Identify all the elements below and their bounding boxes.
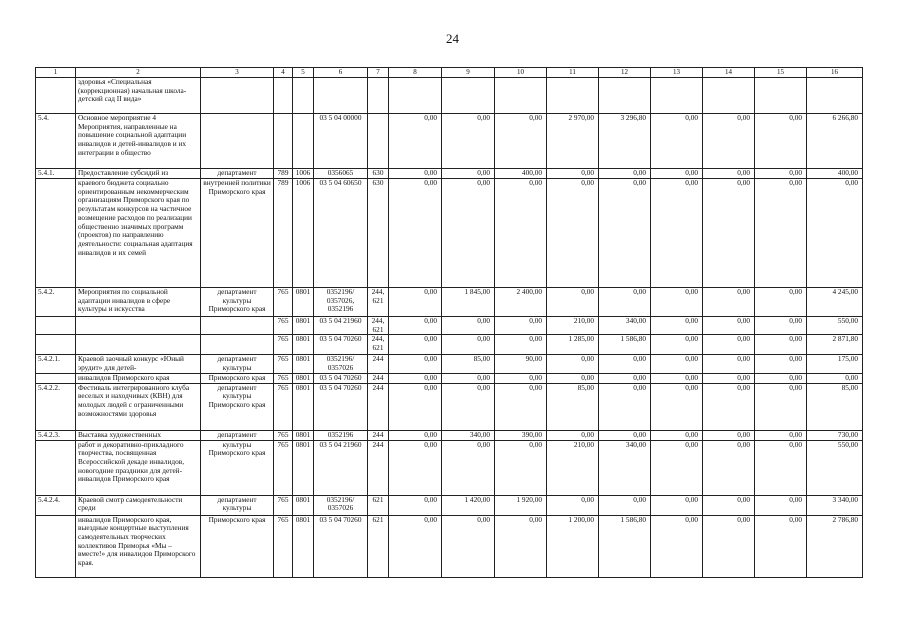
table-cell: 0,00 — [651, 317, 703, 335]
header-row — [36, 68, 863, 78]
table-cell: 0,00 — [703, 288, 755, 317]
table-cell — [547, 78, 599, 114]
table-cell: инвалидов Приморского края — [76, 373, 201, 383]
table-cell: 0,00 — [651, 383, 703, 430]
table-cell: 0,00 — [599, 373, 651, 383]
table-cell — [274, 114, 293, 169]
table-cell: Мероприятия по социальной адаптации инвалидов в сфере культуры и искусства — [76, 288, 201, 317]
table-cell — [36, 440, 76, 495]
table-cell: 03 5 04 70260 — [314, 383, 368, 430]
table-cell: 0,00 — [389, 288, 442, 317]
table-cell: 6 266,80 — [807, 114, 863, 169]
table-cell: 621 — [368, 495, 389, 515]
column-header-8: 8 — [389, 68, 442, 78]
table-cell — [599, 78, 651, 114]
table-row — [36, 515, 863, 577]
table-cell: 0,00 — [389, 430, 442, 440]
table-cell: 0,00 — [755, 515, 807, 577]
table-cell: 0,00 — [547, 430, 599, 440]
table-cell: 1 586,80 — [599, 515, 651, 577]
table-cell: департамент культуры — [201, 355, 274, 373]
table-cell: 0352196/ 0357026 — [314, 355, 368, 373]
table-cell: 0801 — [293, 373, 314, 383]
table-cell: 0,00 — [599, 383, 651, 430]
table-cell: 0,00 — [651, 288, 703, 317]
table-cell: 765 — [274, 335, 293, 355]
table-cell: 0,00 — [651, 335, 703, 355]
table-cell: 765 — [274, 373, 293, 383]
table-cell: 340,00 — [442, 430, 495, 440]
table-cell: 0,00 — [495, 383, 547, 430]
table-cell: 0,00 — [651, 169, 703, 179]
table-cell: 0,00 — [442, 317, 495, 335]
table-cell: 0,00 — [807, 373, 863, 383]
table-cell: 0,00 — [755, 373, 807, 383]
column-header-11: 11 — [547, 68, 599, 78]
table-cell: 5.4.2. — [36, 288, 76, 317]
table-cell: департамент — [201, 169, 274, 179]
table-cell: 0,00 — [703, 515, 755, 577]
table-cell: 0801 — [293, 355, 314, 373]
table-cell: 0,00 — [495, 440, 547, 495]
table-cell: 0801 — [293, 515, 314, 577]
table-cell: 0,00 — [703, 440, 755, 495]
table-cell: 0801 — [293, 317, 314, 335]
table-cell: Приморского края — [201, 373, 274, 383]
table-cell: 85,00 — [807, 383, 863, 430]
table-cell: 0,00 — [599, 169, 651, 179]
table-cell: 765 — [274, 288, 293, 317]
table-cell: культуры Приморского края — [201, 440, 274, 495]
table-cell: 0,00 — [755, 335, 807, 355]
table-row — [36, 430, 863, 440]
table-cell: 0,00 — [651, 179, 703, 288]
table-row — [36, 288, 863, 317]
table-cell: 0,00 — [703, 495, 755, 515]
table-cell: 5.4.2.1. — [36, 355, 76, 373]
table-cell: краевого бюджета социально ориентированным некоммерческим организациям Приморского края по результатам конкурсов на частичное возмещение расходов по реализации общественно значимых программ (проектов) по направлению деятельности: социальная адаптация инвалидов и их семей — [76, 179, 201, 288]
table-cell: 550,00 — [807, 440, 863, 495]
table-cell — [389, 78, 442, 114]
table-cell: 0,00 — [495, 114, 547, 169]
table-cell: 0,00 — [389, 440, 442, 495]
table-cell: 0801 — [293, 288, 314, 317]
table-cell: 0,00 — [442, 169, 495, 179]
table-cell: 5.4.1. — [36, 169, 76, 179]
table-cell: 5.4.2.3. — [36, 430, 76, 440]
table-cell: Выставка художественных — [76, 430, 201, 440]
column-header-2: 2 — [76, 68, 201, 78]
table-cell — [651, 78, 703, 114]
table-cell: 630 — [368, 179, 389, 288]
table-cell: 765 — [274, 317, 293, 335]
table-cell — [36, 78, 76, 114]
table-cell — [293, 78, 314, 114]
table-cell — [36, 179, 76, 288]
table-cell: 3 296,80 — [599, 114, 651, 169]
table-cell: 0,00 — [755, 179, 807, 288]
table-cell: 0,00 — [755, 495, 807, 515]
table-cell — [293, 114, 314, 169]
table-cell: 0352196 — [314, 430, 368, 440]
table-cell — [703, 78, 755, 114]
table-cell — [201, 335, 274, 355]
table-row — [36, 495, 863, 515]
table-cell: 765 — [274, 430, 293, 440]
table-cell: 0,00 — [703, 179, 755, 288]
table-cell: 03 5 04 00000 — [314, 114, 368, 169]
table-cell: 789 — [274, 169, 293, 179]
table-cell: 5.4.2.4. — [36, 495, 76, 515]
column-header-16: 16 — [807, 68, 863, 78]
table-cell: 0,00 — [651, 373, 703, 383]
table-cell: 730,00 — [807, 430, 863, 440]
table-cell: 0,00 — [442, 383, 495, 430]
budget-table — [35, 67, 863, 578]
table-row — [36, 317, 863, 335]
table-cell: 2 871,80 — [807, 335, 863, 355]
column-header-3: 3 — [201, 68, 274, 78]
table-cell: департамент культуры — [201, 495, 274, 515]
table-cell: 0801 — [293, 440, 314, 495]
table-cell: 0,00 — [755, 169, 807, 179]
table-cell: 5.4. — [36, 114, 76, 169]
table-cell: 0,00 — [442, 440, 495, 495]
table-cell: 03 5 04 21960 — [314, 317, 368, 335]
table-cell — [274, 78, 293, 114]
table-cell: 0,00 — [389, 335, 442, 355]
table-cell: 0,00 — [495, 335, 547, 355]
table-cell: 0,00 — [389, 179, 442, 288]
table-cell: 0,00 — [547, 355, 599, 373]
table-cell: 0,00 — [442, 179, 495, 288]
table-cell: 0,00 — [599, 288, 651, 317]
table-cell — [36, 515, 76, 577]
table-cell: 340,00 — [599, 317, 651, 335]
table-cell — [755, 78, 807, 114]
table-cell: 765 — [274, 495, 293, 515]
table-cell: 1 285,00 — [547, 335, 599, 355]
table-cell: 244 — [368, 430, 389, 440]
table-cell — [201, 114, 274, 169]
table-cell: 0,00 — [703, 169, 755, 179]
table-cell: 0,00 — [755, 430, 807, 440]
table-cell: Фестиваль интегрированного клуба веселых и находчивых (КВН) для молодых людей с ограниченными возможностями здоровья — [76, 383, 201, 430]
table-cell: 210,00 — [547, 317, 599, 335]
table-row — [36, 114, 863, 169]
table-cell: 244 — [368, 373, 389, 383]
table-cell: 0,00 — [442, 515, 495, 577]
table-cell — [36, 317, 76, 335]
column-header-12: 12 — [599, 68, 651, 78]
table-cell: 0,00 — [651, 430, 703, 440]
table-cell: 0,00 — [755, 114, 807, 169]
table-cell: 0,00 — [389, 515, 442, 577]
column-header-13: 13 — [651, 68, 703, 78]
table-cell: 400,00 — [807, 169, 863, 179]
table-cell: 0,00 — [651, 355, 703, 373]
table-cell: департамент культуры Приморского края — [201, 383, 274, 430]
table-cell: 1 586,80 — [599, 335, 651, 355]
table-cell — [314, 78, 368, 114]
table-cell: 85,00 — [547, 383, 599, 430]
table-cell: 0,00 — [703, 335, 755, 355]
column-header-7: 7 — [368, 68, 389, 78]
table-cell: 0,00 — [755, 317, 807, 335]
table-cell: 0,00 — [442, 114, 495, 169]
table-cell: 0,00 — [599, 179, 651, 288]
table-cell: 0,00 — [651, 440, 703, 495]
table-cell — [201, 317, 274, 335]
table-cell: 2 786,80 — [807, 515, 863, 577]
table-cell: 0,00 — [599, 495, 651, 515]
table-cell: 0,00 — [495, 373, 547, 383]
table-cell: Предоставление субсидий из — [76, 169, 201, 179]
table-cell: 244 — [368, 440, 389, 495]
table-cell: 0,00 — [703, 383, 755, 430]
table-cell: 0,00 — [651, 515, 703, 577]
table-cell: 0,00 — [442, 335, 495, 355]
column-header-5: 5 — [293, 68, 314, 78]
table-cell: 0,00 — [703, 373, 755, 383]
table-cell: 0,00 — [495, 179, 547, 288]
table-cell: 0,00 — [547, 179, 599, 288]
table-cell: 0,00 — [442, 373, 495, 383]
table-cell: 765 — [274, 355, 293, 373]
page-number: 24 — [446, 31, 459, 46]
column-header-10: 10 — [495, 68, 547, 78]
table-cell: 0,00 — [389, 169, 442, 179]
table-cell: 210,00 — [547, 440, 599, 495]
table-cell: 5.4.2.2. — [36, 383, 76, 430]
table-cell: 244, 621 — [368, 335, 389, 355]
table-row — [36, 383, 863, 430]
column-header-14: 14 — [703, 68, 755, 78]
table-cell: 0,00 — [599, 355, 651, 373]
table-cell — [201, 78, 274, 114]
table-cell: Краевой заочный конкурс «Юный эрудит» для детей- — [76, 355, 201, 373]
table-cell: 0,00 — [703, 317, 755, 335]
table-cell: 621 — [368, 515, 389, 577]
table-cell: 0801 — [293, 495, 314, 515]
table-cell: 244 — [368, 355, 389, 373]
table-cell: 1 920,00 — [495, 495, 547, 515]
table-cell: Приморского края — [201, 515, 274, 577]
table-cell: 0801 — [293, 383, 314, 430]
table-cell: 340,00 — [599, 440, 651, 495]
table-cell: 0,00 — [755, 355, 807, 373]
table-cell: 0,00 — [703, 430, 755, 440]
table-cell: 1006 — [293, 169, 314, 179]
table-cell: внутренней политики Приморского края — [201, 179, 274, 288]
table-cell: 0,00 — [495, 515, 547, 577]
table-cell: департамент культуры Приморского края — [201, 288, 274, 317]
table-row — [36, 355, 863, 373]
table-cell — [807, 78, 863, 114]
table-cell: 03 5 04 70260 — [314, 515, 368, 577]
table-cell: 0,00 — [755, 288, 807, 317]
table-cell: 03 5 04 21960 — [314, 440, 368, 495]
table-row — [36, 169, 863, 179]
table-cell: 03 5 04 70260 — [314, 373, 368, 383]
table-cell: 390,00 — [495, 430, 547, 440]
table-cell: 2 400,00 — [495, 288, 547, 317]
table-row — [36, 179, 863, 288]
table-cell: 0352196/ 0357026 — [314, 495, 368, 515]
table-cell: 1 845,00 — [442, 288, 495, 317]
table-cell: 244, 621 — [368, 288, 389, 317]
table-cell: 0,00 — [547, 373, 599, 383]
table-cell: 0352196/ 0357026, 0352196 — [314, 288, 368, 317]
table-cell: 0,00 — [599, 430, 651, 440]
table-cell: 0,00 — [547, 169, 599, 179]
table-cell: 1 420,00 — [442, 495, 495, 515]
table-cell: 3 340,00 — [807, 495, 863, 515]
table-cell: 789 — [274, 179, 293, 288]
table-cell: 0,00 — [547, 495, 599, 515]
table-cell: 90,00 — [495, 355, 547, 373]
table-cell: 550,00 — [807, 317, 863, 335]
table-cell: 0356065 — [314, 169, 368, 179]
table-cell: 765 — [274, 515, 293, 577]
table-cell: 0,00 — [651, 114, 703, 169]
table-cell: 0,00 — [495, 317, 547, 335]
table-cell: 0,00 — [389, 317, 442, 335]
table-cell: 0801 — [293, 430, 314, 440]
table-cell: 630 — [368, 169, 389, 179]
table-cell — [36, 373, 76, 383]
table-row — [36, 78, 863, 114]
table-cell: 244 — [368, 383, 389, 430]
table-cell: инвалидов Приморского края, выездные концертные выступления самодеятельных творческих коллективов Приморья «Мы – вместе!» для инвалидов Приморского края. — [76, 515, 201, 577]
table-cell: 0,00 — [755, 383, 807, 430]
table-cell — [76, 317, 201, 335]
table-cell — [36, 335, 76, 355]
table-cell: департамент — [201, 430, 274, 440]
column-header-6: 6 — [314, 68, 368, 78]
table-cell: 0,00 — [703, 355, 755, 373]
table-cell: 0,00 — [389, 383, 442, 430]
table-cell: 0,00 — [389, 114, 442, 169]
table-cell: 0,00 — [651, 495, 703, 515]
column-header-15: 15 — [755, 68, 807, 78]
table-cell: 0,00 — [389, 495, 442, 515]
table-cell: 400,00 — [495, 169, 547, 179]
table-cell — [495, 78, 547, 114]
table-cell: 175,00 — [807, 355, 863, 373]
table-cell: 03 5 04 60650 — [314, 179, 368, 288]
column-header-9: 9 — [442, 68, 495, 78]
table-cell: 765 — [274, 383, 293, 430]
table-cell — [442, 78, 495, 114]
table-cell: здоровья «Специальная (коррекционная) начальная школа-детский сад II вида» — [76, 78, 201, 114]
table-cell: 85,00 — [442, 355, 495, 373]
table-cell: 244, 621 — [368, 317, 389, 335]
table-row — [36, 373, 863, 383]
table-row — [36, 335, 863, 355]
table-cell: 1 200,00 — [547, 515, 599, 577]
table-cell: 4 245,00 — [807, 288, 863, 317]
table-cell — [368, 114, 389, 169]
table-row — [36, 440, 863, 495]
table-cell: работ и декоративно-прикладного творчества, посвященная Всероссийской декаде инвалидов, новогодние праздники для детей-инвалидов Приморского края — [76, 440, 201, 495]
table-cell: 765 — [274, 440, 293, 495]
table-cell — [76, 335, 201, 355]
table-cell: 2 970,00 — [547, 114, 599, 169]
table-cell: Краевой смотр самодеятельности среди — [76, 495, 201, 515]
table-cell: 1006 — [293, 179, 314, 288]
table-cell: 0,00 — [389, 373, 442, 383]
table-cell: 0,00 — [389, 355, 442, 373]
table-cell — [368, 78, 389, 114]
table-cell: 0801 — [293, 335, 314, 355]
table-cell: 03 5 04 70260 — [314, 335, 368, 355]
table-cell: 0,00 — [703, 114, 755, 169]
column-header-4: 4 — [274, 68, 293, 78]
table-cell: Основное мероприятие 4 Мероприятия, направленные на повышение социальной адаптации инвалидов и детей-инвалидов и их интеграции в общество — [76, 114, 201, 169]
table-cell: 0,00 — [547, 288, 599, 317]
column-header-1: 1 — [36, 68, 76, 78]
table-cell: 0,00 — [807, 179, 863, 288]
table-cell: 0,00 — [755, 440, 807, 495]
